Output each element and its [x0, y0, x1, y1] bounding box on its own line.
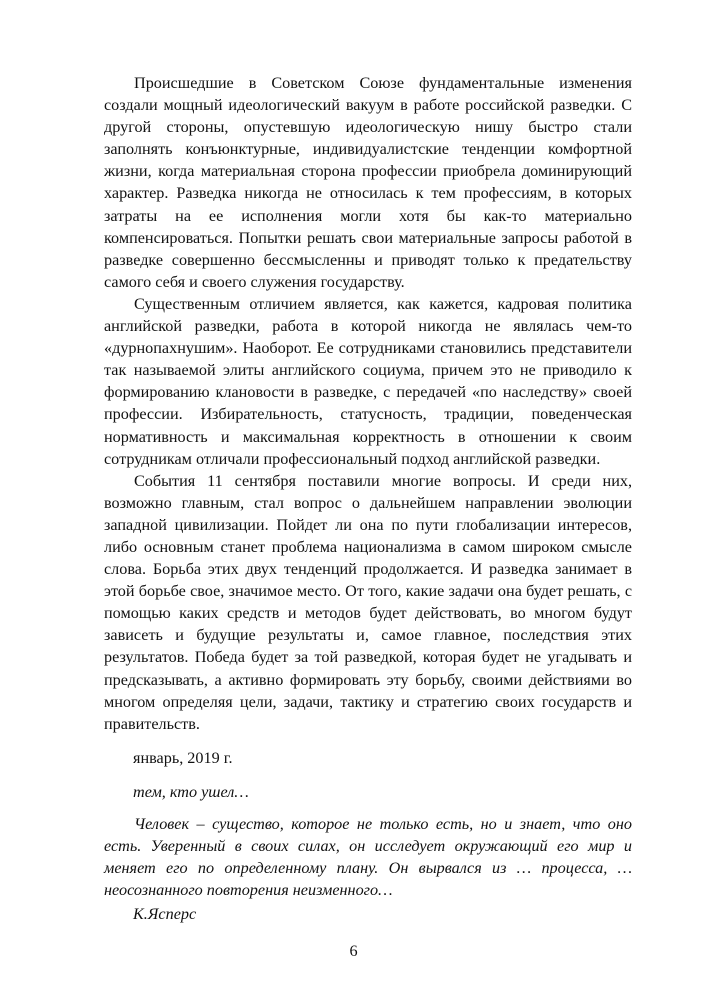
dedication: тем, кто ушел… [133, 783, 249, 801]
epigraph-quote: Человек – существо, которое не только есть, но и знает, что оно есть. Уверенный в своих силах, он исследует окружающий его мир и меняет его по определенному плану. Он вырвался из … процесса, … неосознанного повторения неизменного… [104, 815, 632, 900]
page-number: 6 [349, 942, 358, 960]
date-line: январь, 2019 г. [133, 749, 233, 767]
paragraph-3: События 11 сентября поставили многие вопросы. И среди них, возможно главным, стал вопрос о дальнейшем направлении эволюции западной цивилизации. Пойдет ли она по пути глобализации интересов, либо основным станет проблема национализма в самом широком смысле слова. Борьба этих двух тенденций продолжается. И разведка занимает в этой борьбе свое, значимое место. От того, какие задачи она будет решать, с помощью каких средств и методов будет действовать, во многом будут зависеть и будущие результаты и, самое главное, последствия этих результатов. Победа будет за той разведкой, которая будет не угадывать и предсказывать, а активно формировать эту борьбу, своими действиями во многом определяя цели, задачи, тактику и стратегию своих государств и правительств. [104, 471, 632, 733]
quote-author: К.Ясперс [133, 905, 197, 923]
paragraph-1: Происшедшие в Советском Союзе фундаментальные изменения создали мощный идеологический вакуум в работе российской разведки. С другой стороны, опустевшую идеологическую нишу быстро стали заполнять конъюнктурные, индивидуалистские тенденции комфортной жизни, когда материальная сторона профессии приобрела доминирующий характер. Разведка никогда не относилась к тем профессиям, в которых затраты на ее исполнения могли хотя бы как-то материально компенсироваться. Попытки решать свои материальные запросы работой в разведке совершенно бессмысленны и приводят только к предательству самого себя и своего служения государству. [104, 74, 632, 291]
body-text [104, 72, 632, 735]
paragraph-2: Существенным отличием является, как кажется, кадровая политика английской разведки, работа в которой никогда не являлась чем-то «дурнопахнушим». Наоборот. Ее сотрудниками становились представители так называемой элиты английского социума, причем это не приводило к формированию клановости в разведке, с передачей «по наследству» своей профессии. Избирательность, статусность, традиции, поведенческая нормативность и максимальная корректность в отношении к своим сотрудникам отличали профессиональный подход английской разведки. [104, 294, 632, 468]
